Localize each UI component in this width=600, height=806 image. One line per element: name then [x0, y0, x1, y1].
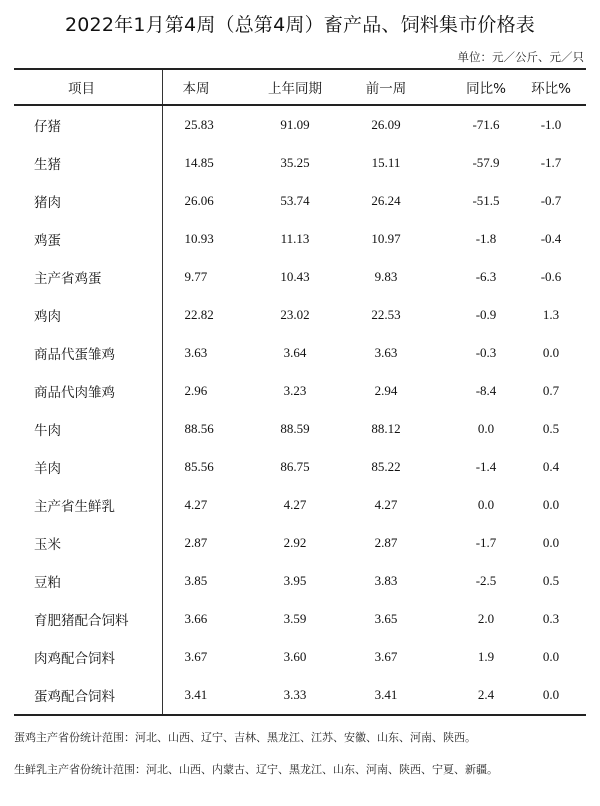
table-row	[14, 524, 586, 562]
cell-prev-week: 15.11	[371, 155, 401, 170]
cell-mom: 0.5	[542, 421, 560, 436]
cell-mom: 0.0	[542, 535, 560, 550]
table-row	[14, 486, 586, 524]
cell-yoy: 0.0	[477, 421, 495, 436]
cell-prev-week: 2.87	[374, 535, 398, 550]
cell-item: 猪肉	[14, 182, 162, 220]
cell-this-week: 2.87	[184, 535, 208, 550]
cell-prev-week: 26.09	[371, 117, 401, 132]
cell-yoy: -6.3	[475, 269, 497, 284]
cell-last-year: 3.23	[283, 383, 307, 398]
cell-mom: 0.4	[542, 459, 560, 474]
cell-yoy: -1.7	[475, 535, 497, 550]
cell-yoy: -0.9	[475, 307, 497, 322]
footnote-milk-provinces: 生鲜乳主产省份统计范围：河北、山西、内蒙古、辽宁、黑龙江、山东、河南、陕西、宁夏、新疆。	[14, 763, 498, 776]
cell-this-week: 88.56	[184, 421, 214, 436]
cell-item: 育肥猪配合饲料	[14, 600, 162, 638]
cell-yoy: -71.6	[472, 117, 500, 132]
cell-last-year: 86.75	[280, 459, 310, 474]
table-row	[14, 220, 586, 258]
cell-mom: 0.0	[542, 497, 560, 512]
cell-yoy: -2.5	[475, 573, 497, 588]
cell-last-year: 88.59	[280, 421, 310, 436]
cell-last-year: 3.64	[283, 345, 307, 360]
page-title: 2022年1月第4周（总第4周）畜产品、饲料集市价格表	[64, 14, 536, 36]
header-prev-week: 前一周	[342, 69, 430, 105]
table-header	[14, 69, 586, 105]
cell-last-year: 3.60	[283, 649, 307, 664]
cell-mom: 0.0	[542, 345, 560, 360]
cell-yoy: -1.8	[475, 231, 497, 246]
header-yoy: 同比%	[430, 69, 516, 105]
table-row	[14, 372, 586, 410]
cell-this-week: 85.56	[184, 459, 214, 474]
cell-item: 主产省鸡蛋	[14, 258, 162, 296]
cell-prev-week: 88.12	[371, 421, 401, 436]
cell-this-week: 3.41	[162, 676, 248, 715]
cell-mom: -1.7	[540, 155, 562, 170]
footnotes	[14, 722, 586, 786]
cell-mom: -0.4	[540, 231, 562, 246]
cell-this-week: 9.77	[184, 269, 208, 284]
cell-item: 仔猪	[14, 105, 162, 144]
cell-item: 肉鸡配合饲料	[14, 638, 162, 676]
cell-mom: 1.3	[542, 307, 560, 322]
cell-this-week: 2.96	[184, 383, 208, 398]
footnote-egg-provinces: 蛋鸡主产省份统计范围：河北、山西、辽宁、吉林、黑龙江、江苏、安徽、山东、河南、陕西。	[14, 731, 476, 744]
header-mom: 环比%	[516, 69, 586, 105]
table-row	[14, 410, 586, 448]
cell-mom: -0.7	[540, 193, 562, 208]
table-row	[14, 296, 586, 334]
cell-this-week: 3.85	[184, 573, 208, 588]
cell-last-year: 3.95	[283, 573, 307, 588]
cell-yoy: -1.4	[475, 459, 497, 474]
table-row	[14, 448, 586, 486]
cell-this-week: 22.82	[184, 307, 214, 322]
cell-yoy: 1.9	[477, 649, 495, 664]
cell-mom: 0.7	[542, 383, 560, 398]
cell-this-week: 26.06	[184, 193, 214, 208]
table-body	[14, 105, 586, 715]
price-table	[14, 68, 586, 716]
cell-prev-week: 3.67	[374, 649, 398, 664]
cell-item: 豆粕	[14, 562, 162, 600]
cell-yoy: 0.0	[477, 497, 495, 512]
cell-this-week: 3.66	[184, 611, 208, 626]
cell-mom: 0.5	[542, 573, 560, 588]
cell-prev-week: 2.94	[374, 383, 398, 398]
cell-last-year: 4.27	[283, 497, 307, 512]
cell-last-year: 3.33	[248, 676, 342, 715]
cell-prev-week: 85.22	[371, 459, 401, 474]
cell-prev-week: 3.41	[342, 676, 430, 715]
cell-yoy: -0.3	[475, 345, 497, 360]
cell-yoy: -8.4	[475, 383, 497, 398]
cell-prev-week: 3.63	[374, 345, 398, 360]
cell-this-week: 3.63	[184, 345, 208, 360]
cell-last-year: 23.02	[280, 307, 310, 322]
cell-prev-week: 26.24	[371, 193, 401, 208]
cell-mom: 0.0	[516, 676, 586, 715]
cell-item: 羊肉	[14, 448, 162, 486]
header-last-year: 上年同期	[248, 69, 342, 105]
cell-prev-week: 3.65	[374, 611, 398, 626]
table-row	[14, 182, 586, 220]
table-row	[14, 562, 586, 600]
table-row	[14, 105, 586, 144]
cell-mom: 0.0	[542, 649, 560, 664]
cell-item: 主产省生鲜乳	[14, 486, 162, 524]
cell-this-week: 25.83	[184, 117, 214, 132]
cell-this-week: 3.67	[184, 649, 208, 664]
header-item: 项目	[14, 69, 162, 105]
header-row	[14, 69, 586, 105]
cell-item: 商品代蛋雏鸡	[14, 334, 162, 372]
cell-item: 生猪	[14, 144, 162, 182]
cell-mom: -1.0	[540, 117, 562, 132]
cell-last-year: 2.92	[283, 535, 307, 550]
cell-last-year: 53.74	[280, 193, 310, 208]
cell-mom: 0.3	[542, 611, 560, 626]
cell-mom: -0.6	[540, 269, 562, 284]
table-row	[14, 676, 586, 715]
cell-this-week: 4.27	[184, 497, 208, 512]
cell-last-year: 11.13	[280, 231, 310, 246]
cell-last-year: 10.43	[280, 269, 310, 284]
table-row	[14, 600, 586, 638]
table-row	[14, 638, 586, 676]
cell-item: 鸡蛋	[14, 220, 162, 258]
cell-yoy: 2.0	[477, 611, 495, 626]
cell-last-year: 35.25	[280, 155, 310, 170]
cell-this-week: 10.93	[184, 231, 214, 246]
table-row	[14, 334, 586, 372]
table-row	[14, 258, 586, 296]
cell-last-year: 3.59	[283, 611, 307, 626]
cell-yoy: -57.9	[472, 155, 500, 170]
cell-yoy: -51.5	[472, 193, 500, 208]
cell-item: 蛋鸡配合饲料	[14, 676, 162, 715]
table-row	[14, 144, 586, 182]
cell-this-week: 14.85	[184, 155, 214, 170]
cell-prev-week: 10.97	[371, 231, 401, 246]
unit-note: 单位：元／公斤、元／只	[457, 50, 584, 64]
cell-prev-week: 22.53	[371, 307, 401, 322]
cell-item: 鸡肉	[14, 296, 162, 334]
cell-item: 牛肉	[14, 410, 162, 448]
cell-yoy: 2.4	[430, 676, 516, 715]
cell-prev-week: 4.27	[374, 497, 398, 512]
cell-item: 商品代肉雏鸡	[14, 372, 162, 410]
header-this-week: 本周	[162, 69, 248, 105]
cell-prev-week: 3.83	[374, 573, 398, 588]
cell-last-year: 91.09	[280, 117, 310, 132]
cell-prev-week: 9.83	[374, 269, 398, 284]
cell-item: 玉米	[14, 524, 162, 562]
